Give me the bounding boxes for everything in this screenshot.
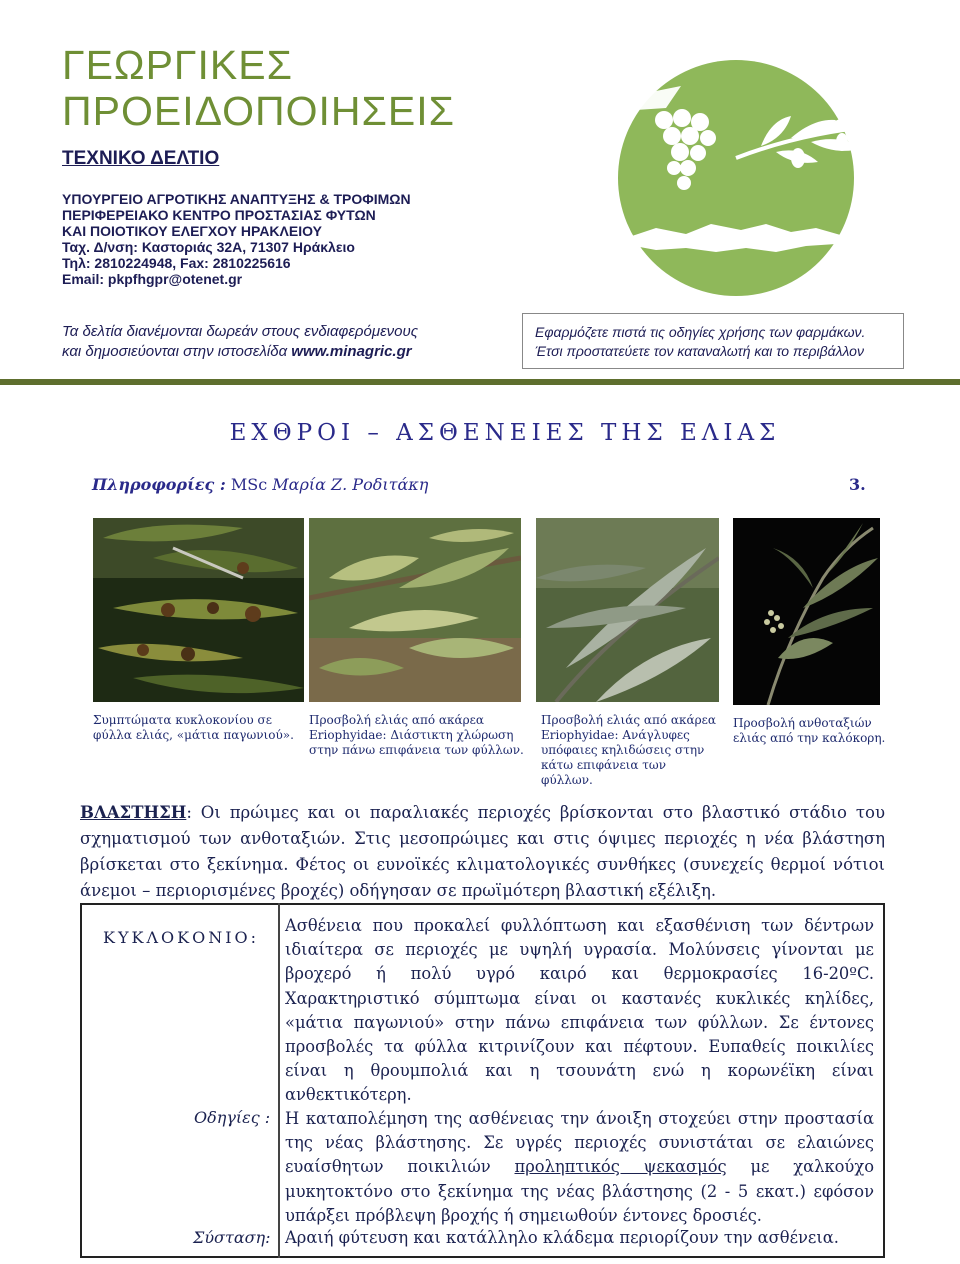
- ministry-contact-block: [62, 191, 411, 287]
- instructions-text: [285, 1107, 874, 1228]
- ministry-line: ΥΠΟΥΡΓΕΙΟ ΑΓΡΟΤΙΚΗΣ ΑΝΑΠΤΥΞΗΣ & ΤΡΟΦΙΜΩΝ: [62, 191, 411, 207]
- author-label: Πληροφορίες :: [92, 475, 226, 494]
- ministry-line: ΚΑΙ ΠΟΙΟΤΙΚΟΥ ΕΛΕΓΧΟΥ ΗΡΑΚΛΕΙΟΥ: [62, 223, 322, 239]
- growth-stage-paragraph: [80, 800, 885, 904]
- bulletin-type: ΤΕΧΝΙΚΟ ΔΕΛΤΙΟ: [62, 148, 220, 169]
- header-divider: [0, 379, 960, 385]
- peacock-eye-photo: [93, 518, 304, 702]
- disease-name: ΚΥΚΛΟΚΟΝΙΟ:: [103, 928, 260, 947]
- chlorosis-photo: [309, 518, 521, 702]
- photo-caption: Συμπτώματα κυκλοκονίου σε φύλλα ελιάς, «μάτια παγωνιού».: [93, 713, 294, 742]
- distribution-line: [62, 342, 418, 362]
- ministry-line: ΠΕΡΙΦΕΡΕΙΑΚΟ ΚΕΝΤΡΟ ΠΡΟΣΤΑΣΙΑΣ ΦΥΤΩΝ: [62, 207, 376, 223]
- warning-line: Εφαρμόζετε πιστά τις οδηγίες χρήσης των φαρμάκων.: [535, 324, 866, 340]
- recommendation-text: Αραιή φύτευση και κατάλληλο κλάδεμα περιορίζουν την ασθένεια.: [285, 1228, 839, 1247]
- distribution-prefix: και δημοσιεύονται στην ιστοσελίδα: [62, 343, 292, 360]
- warning-line: Έτσι προστατεύετε τον καταναλωτή και το περιβάλλον: [535, 343, 864, 359]
- growth-stage-label: ΒΛΑΣΤΗΣΗ: [80, 803, 187, 822]
- photo-caption: Προσβολή ελιάς από ακάρεα Eriophyidae: Ανάγλυφες υπόφαιες κηλιδώσεις στην κάτω επιφάνεια των φύλλων.: [541, 713, 716, 787]
- recommendation-label: Σύσταση:: [193, 1228, 271, 1247]
- instructions-label: Οδηγίες :: [194, 1108, 271, 1127]
- distribution-note: [62, 322, 418, 362]
- instructions-text-part: Η καταπολέμηση της ασθένειας την άνοιξη στοχεύει στην προστασία της νέας βλάστησης. Σε υγρές περιοχές συνιστάται σε ελαιώνες ευαίσθητων ποικιλιών: [285, 1109, 874, 1177]
- brand-line-2: ΠΡΟΕΙΔΟΠΟΙΗΣΕΙΣ: [62, 88, 455, 134]
- website-link[interactable]: www.minagric.gr: [291, 343, 412, 360]
- phone-line: Τηλ: 2810224948, Fax: 2810225616: [62, 255, 291, 271]
- logo-emblem-icon: [586, 38, 894, 298]
- box-column-divider: [278, 903, 280, 1258]
- distribution-line: Τα δελτία διανέμονται δωρεάν στους ενδιαφερόμενους: [62, 323, 419, 340]
- issue-number: 3.: [849, 475, 866, 494]
- photo-caption: Προσβολή ανθοταξιών ελιάς από την καλόκορη.: [733, 716, 886, 745]
- author-degree: MSc: [225, 475, 273, 494]
- author-name: Μαρία Ζ. Ροδιτάκη: [272, 475, 429, 494]
- leaf-underside-photo: [536, 518, 719, 702]
- bulletin-header: [0, 0, 960, 385]
- address-line: Ταχ. Δ/νση: Καστοριάς 32Α, 71307 Ηράκλειο: [62, 239, 355, 255]
- inflorescence-photo: [733, 518, 880, 705]
- safety-warning-box: [522, 313, 904, 369]
- email-line: Email: pkpfhgpr@otenet.gr: [62, 271, 243, 287]
- growth-stage-text: : Οι πρώιμες και οι παραλιακές περιοχές βρίσκονται στο βλαστικό στάδιο του σχηματισμού των ανθοταξιών. Στις μεσοπρώιμες και στις όψιμες περιοχές η νέα βλάστηση βρίσκεται στο ξεκίνημα. Φέτος οι ευνοϊκές κλιματολογικές συνθήκες (συνεχείς θερμοί νότιοι άνεμοι – περιορισμένες βροχές) οδήγησαν σε πρωϊμότερη βλαστική εξέλιξη.: [80, 803, 885, 900]
- instructions-text-part: με χαλκούχο μυκητοκτόνο στο ξεκίνημα της νέας βλάστησης (2 - 5 εκατ.) εφόσον υπάρξει πρόβλεψη βροχής ή σημειωθούν έντονες δροσιές.: [285, 1157, 874, 1225]
- brand-title: [62, 42, 455, 134]
- page-title: ΕΧΘΡΟΙ – ΑΣΘΕΝΕΙΕΣ ΤΗΣ ΕΛΙΑΣ: [229, 420, 781, 446]
- photo-caption: Προσβολή ελιάς από ακάρεα Eriophyidae: Διάστικτη χλώρωση στην πάνω επιφάνεια των φύλλων.: [309, 713, 524, 757]
- preventive-spray-emphasis: προληπτικός ψεκασμός: [514, 1157, 727, 1177]
- author-info: [92, 475, 428, 494]
- brand-line-1: ΓΕΩΡΓΙΚΕΣ: [62, 42, 293, 88]
- disease-description: Ασθένεια που προκαλεί φυλλόπτωση και εξασθένιση των δέντρων ιδιαίτερα σε περιοχές με υψηλή υγρασία. Μολύνσεις γίνονται με βροχερό ή πολύ υγρό καιρό και θερμοκρασίες 16-20ºC. Χαρακτηριστικό σύμπτωμα είναι οι καστανές κυκλικές κηλίδες, «μάτια παγωνιού» στην πάνω επιφάνεια των φύλλων. Σε έντονες προσβολές τα φύλλα κιτρινίζουν και πέφτουν. Ευπαθείς ποικιλίες είναι η θρουμπολιά και η τσουνάτη ενώ η κορωνέϊκη είναι ανθεκτικότερη.: [285, 916, 874, 1105]
